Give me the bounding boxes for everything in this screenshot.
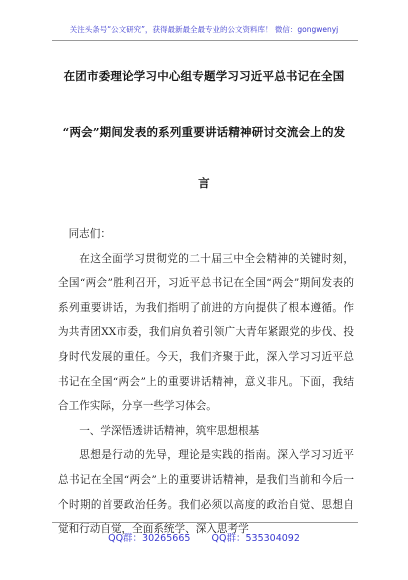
header-divider <box>52 40 358 41</box>
document-title-line-2: “两会”期间发表的系列重要讲话精神研讨交流会上的发 <box>62 125 346 139</box>
footer-contact: QQ群：30265665 QQ群：535304092 <box>108 533 300 544</box>
header-promo-note: 关注头条号“公文研究”，获得最新最全最专业的公文资料库！ 微信：gongwenyj <box>69 25 339 34</box>
document-title-line-3: 言 <box>198 176 210 190</box>
document-title-line-1: 在团市委理论学习中心组专题学习习近平总书记在全国 <box>63 69 345 83</box>
salutation: 同志们： <box>68 228 111 240</box>
footer-divider <box>52 522 358 523</box>
document-body <box>58 222 354 542</box>
body-paragraph: 在这全面学习贯彻党的二十届三中全会精神的关键时刻，全国“两会”胜利召开，习近平总书记在全国“两会”期间发表的系列重要讲话，为我们指明了前进的方向提供了根本遵循。作为共青团XX市委，我们肩负着引领广大青年紧跟党的步伐、投身时代发展的重任。今天，我们齐聚于此，深入学习习近平总书记在全国“两会”上的重要讲话精神，意义非凡。下面，我结合工作实际，分享一些学习体会。 <box>58 252 354 413</box>
body-paragraph: 思想是行动的先导，理论是实践的指南。深入学习习近平总书记在全国“两会”上的重要讲话精神，是我们当前和今后一个时期的首要政治任务。我们必须以高度的政治自觉、思想自觉和行动自觉，全面系统学、深入思考学 <box>58 449 354 536</box>
section-heading: 一、学深悟透讲话精神，筑牢思想根基 <box>79 424 260 437</box>
